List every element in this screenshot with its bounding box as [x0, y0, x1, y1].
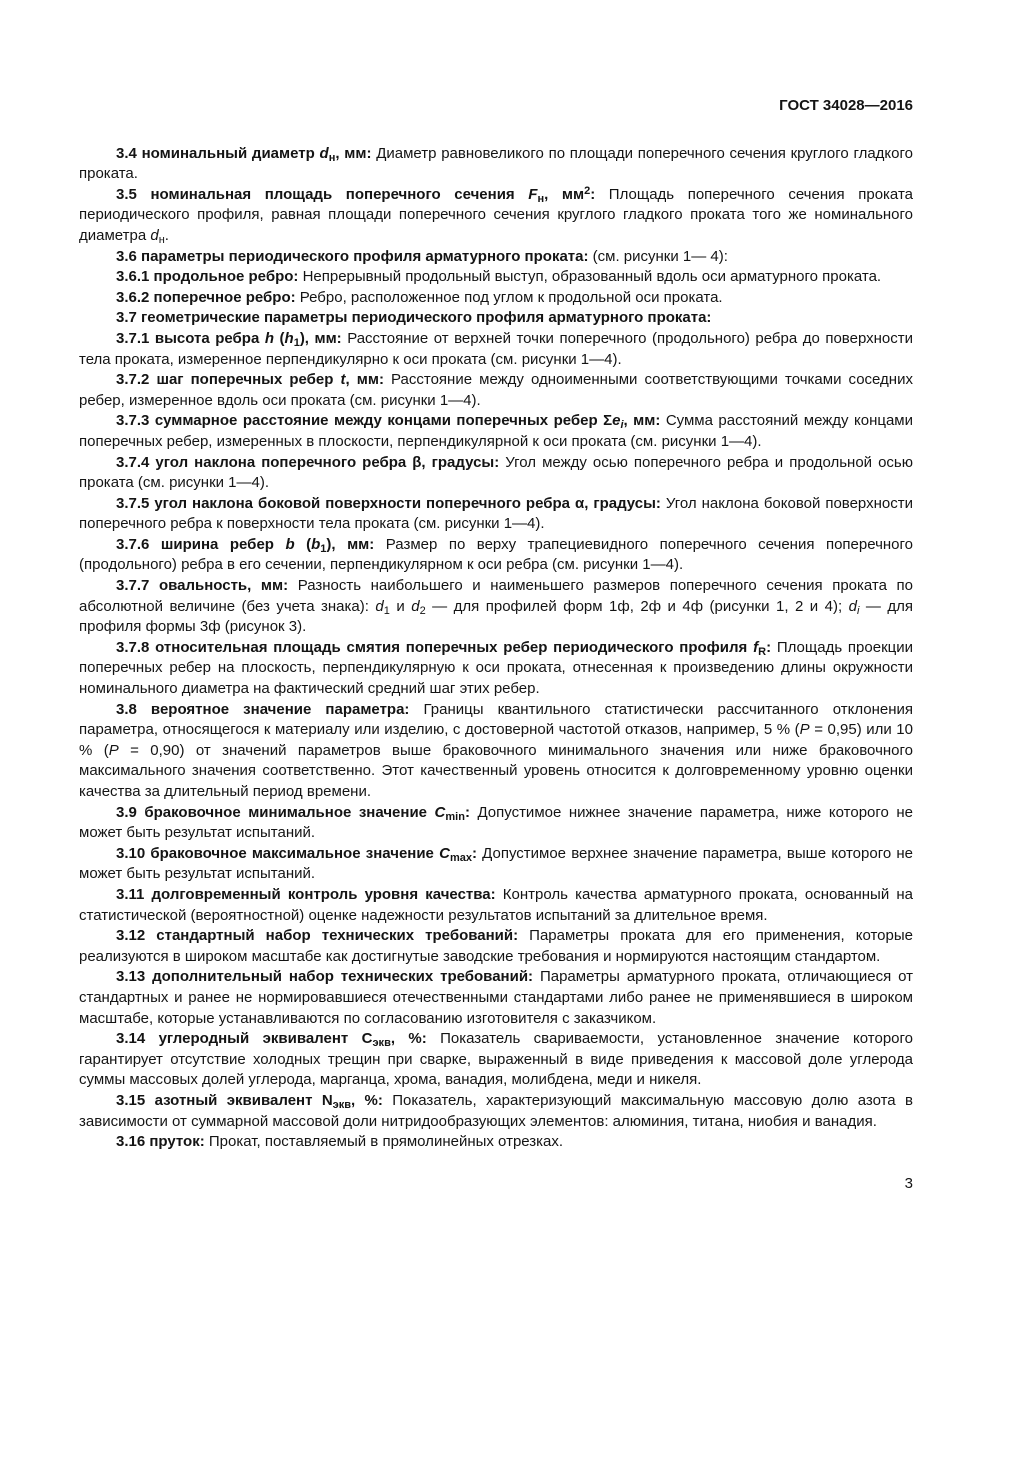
- text-run: 3.4 номинальный диаметр: [116, 144, 320, 162]
- paragraph: [79, 247, 913, 268]
- paragraph: [79, 288, 913, 309]
- document-body: [79, 144, 913, 1153]
- paragraph: [79, 700, 913, 803]
- text-run: Параметры арматурного проката, отличающиеся от стандартных и ранее не нормировавшиеся отечественными стандартами либо ранее не применявшиеся в широком масштабе, которые устанавливаются по согласованию изготовителя с заказчиком.: [79, 968, 913, 1027]
- text-run: Σ: [603, 412, 613, 430]
- paragraph: [79, 370, 913, 411]
- text-run: экв: [372, 1037, 391, 1050]
- text-run: P: [799, 721, 810, 739]
- text-run: .: [164, 226, 169, 244]
- text-run: (см. рисунки 1— 4):: [588, 247, 728, 265]
- text-run: 3.6.1 продольное ребро:: [116, 268, 299, 286]
- text-run: 3.7.2 шаг поперечных ребер: [116, 371, 341, 389]
- paragraph: [79, 535, 913, 576]
- text-run: , мм:: [623, 412, 661, 430]
- text-run: Допустимое нижнее значение параметра, ниже которого не может быть результат испытаний.: [79, 803, 913, 842]
- paragraph: [79, 185, 913, 247]
- paragraph: [79, 803, 913, 844]
- text-run: d: [848, 597, 857, 615]
- text-run: max: [449, 851, 472, 864]
- text-run: и: [389, 597, 412, 615]
- text-run: d: [150, 226, 159, 244]
- text-run: Площадь проекции поперечных ребер на плоскость, перпендикулярную к оси проката, отнесенная к произведению длины окружности номинального диаметра на фактический средний шаг этих ребер.: [79, 638, 913, 698]
- text-run: н: [328, 151, 336, 164]
- text-run: , мм:: [345, 371, 384, 389]
- text-run: Параметры проката для его применения, которые реализуются в широком масштабе как достигнутые заводские требования и нормируются настоящим стандартом.: [79, 927, 913, 965]
- paragraph: [79, 1091, 913, 1132]
- text-run: 3.7 геометрические параметры периодического профиля арматурного проката:: [116, 309, 712, 327]
- text-run: 3.7.6 ширина ребер: [116, 535, 286, 553]
- text-run: Разность наибольшего и наименьшего размеров поперечного сечения проката по абсолютной величине (без учета знака):: [79, 577, 914, 615]
- text-run: :: [471, 844, 477, 862]
- text-run: экв: [332, 1098, 351, 1111]
- text-run: ), мм:: [326, 535, 375, 553]
- text-run: = 0,90) от значений параметров выше браковочного минимального значения или ниже браковочного максимального значения соответственно. Этот качественный уровень относится к долговременному уровню оценки качества за длительный период времени.: [79, 741, 913, 800]
- text-run: i: [620, 419, 624, 432]
- paragraph: [79, 844, 913, 885]
- text-run: Площадь поперечного сечения проката периодического профиля, равная площади поперечного сечения круглого гладкого проката того же номинального диаметра: [79, 185, 913, 244]
- text-run: min: [445, 810, 465, 823]
- text-run: 3.5 номинальная площадь поперечного сечения: [116, 185, 529, 203]
- text-run: h: [284, 329, 294, 347]
- text-run: :: [464, 803, 470, 821]
- text-run: Прокат, поставляемый в прямолинейных отрезках.: [204, 1133, 564, 1151]
- text-run: 1: [293, 336, 300, 349]
- text-run: 3.6 параметры периодического профиля арматурного проката:: [116, 247, 589, 265]
- paragraph: [79, 576, 913, 638]
- paragraph: [79, 494, 913, 535]
- text-run: Показатель, характеризующий максимальную массовую долю азота в зависимости от суммарной массовой доли нитридообразующих элементов: алюминия, титана, ниобия и ванадия.: [79, 1091, 913, 1130]
- paragraph: [79, 329, 913, 370]
- text-run: b: [285, 535, 295, 553]
- text-run: — для профиля формы 3ф (рисунок 3).: [79, 597, 914, 636]
- text-run: F: [528, 185, 538, 203]
- text-run: 3.7.7 овальность, мм:: [116, 577, 289, 595]
- text-run: Угол между осью поперечного ребра и продольной осью проката (см. рисунки 1—4).: [79, 453, 913, 492]
- text-run: 3.9 браковочное минимальное значение: [116, 803, 435, 821]
- text-run: 3.15 азотный эквивалент N: [116, 1091, 333, 1109]
- text-run: 3.7.3 суммарное расстояние между концами поперечных ребер: [116, 412, 604, 430]
- paragraph: [79, 1029, 913, 1091]
- text-run: Сумма расстояний между концами поперечных ребер, измеренных в плоскости, перпендикулярной к оси проката (см. рисунки 1—4).: [79, 412, 913, 450]
- text-run: Границы квантильного статистически рассчитанного отклонения параметра, относящегося к материалу или изделию, с достоверной частотой отказов, например, 5 % (: [79, 700, 914, 739]
- text-run: e: [612, 412, 621, 430]
- text-run: Расстояние от верхней точки поперечного (продольного) ребра до поверхности тела проката, измеренное перпендикулярно к оси проката (см. рисунки 1—4).: [79, 329, 913, 368]
- text-run: f: [753, 638, 759, 656]
- text-run: , мм: [544, 185, 585, 203]
- paragraph: [79, 1132, 913, 1153]
- page-footer: [79, 1174, 913, 1195]
- paragraph: [79, 267, 913, 288]
- text-run: Допустимое верхнее значение параметра, выше которого не может быть результат испытаний.: [79, 844, 913, 883]
- text-run: t: [340, 371, 346, 389]
- text-run: , %:: [390, 1030, 427, 1048]
- text-run: — для профилей форм 1ф, 2ф и 4ф (рисунки 1, 2 и 4);: [425, 597, 849, 615]
- text-run: Контроль качества арматурного проката, основанный на статистической (вероятностной) оценке надежности результатов испытаний за длительное время.: [79, 885, 913, 924]
- text-run: Диаметр равновеликого по площади поперечного сечения круглого гладкого проката.: [79, 144, 913, 183]
- text-run: 3.7.8 относительная площадь смятия поперечных ребер периодического профиля: [116, 638, 754, 656]
- text-run: 1: [320, 542, 327, 555]
- paragraph: [79, 308, 913, 329]
- text-run: 3.8 вероятное значение параметра:: [116, 700, 410, 718]
- text-run: = 0,95) или 10 % (: [79, 721, 913, 759]
- paragraph: [79, 885, 913, 926]
- text-run: h: [264, 329, 274, 347]
- paragraph: [79, 411, 913, 452]
- text-run: 3.12 стандартный набор технических требований:: [116, 927, 519, 945]
- paragraph: [79, 453, 913, 494]
- text-run: 3.10 браковочное максимальное значение: [116, 844, 440, 862]
- text-run: 1: [383, 604, 390, 617]
- paragraph: [79, 967, 913, 1029]
- text-run: C: [439, 844, 450, 862]
- text-run: 2: [584, 184, 591, 197]
- text-run: ), мм:: [299, 329, 342, 347]
- text-run: 3.7.4 угол наклона поперечного ребра β, градусы:: [116, 453, 500, 471]
- text-run: , %:: [351, 1091, 383, 1109]
- text-run: :: [766, 638, 772, 656]
- text-run: :: [590, 185, 596, 203]
- page-number: 3: [904, 1174, 913, 1192]
- text-run: 3.7.5 угол наклона боковой поверхности поперечного ребра α, градусы:: [116, 494, 661, 512]
- text-run: b: [311, 535, 321, 553]
- text-run: 2: [419, 604, 426, 617]
- text-run: C: [434, 803, 446, 821]
- paragraph: [79, 144, 913, 185]
- text-run: d: [375, 597, 384, 615]
- text-run: Размер по верху трапециевидного поперечного сечения поперечного (продольного) ребра в его сечении, перпендикулярном к оси ребра (см. рисунки 1—4).: [79, 535, 914, 574]
- text-run: , мм:: [335, 144, 372, 162]
- paragraph: [79, 926, 913, 967]
- text-run: d: [411, 597, 420, 615]
- text-run: i: [856, 604, 860, 617]
- text-run: 3.14 углеродный эквивалент С: [116, 1030, 373, 1048]
- paragraph: [79, 638, 913, 700]
- text-run: Ребро, расположенное под углом к продольной оси проката.: [295, 288, 723, 306]
- text-run: н: [158, 233, 165, 246]
- text-run: P: [108, 741, 119, 759]
- text-run: Угол наклона боковой поверхности поперечного ребра к поверхности тела проката (см. рисунки 1—4).: [79, 494, 913, 533]
- text-run: Расстояние между одноименными соответствующими точками соседних ребер, измеренное вдоль оси проката (см. рисунки 1—4).: [79, 371, 913, 409]
- standard-number: ГОСТ 34028—2016: [779, 97, 913, 114]
- text-run: 3.16 пруток:: [116, 1133, 205, 1151]
- text-run: Показатель свариваемости, установленное значение которого гарантирует отсутствие холодных трещин при сварке, выраженный в виде приведения к массовой доле углерода суммы массовых долей углерода, марганца, хрома, ванадия, молибдена, меди и никеля.: [79, 1030, 914, 1089]
- text-run: 3.11 долговременный контроль уровня качества:: [116, 885, 496, 903]
- text-run: 3.7.1 высота ребра: [116, 329, 265, 347]
- text-run: 3.13 дополнительный набор технических требований:: [116, 968, 534, 986]
- text-run: н: [537, 192, 545, 205]
- document-header: [79, 96, 913, 117]
- text-run: R: [758, 645, 767, 658]
- text-run: Непрерывный продольный выступ, образованный вдоль оси арматурного проката.: [298, 268, 882, 286]
- text-run: 3.6.2 поперечное ребро:: [116, 288, 296, 306]
- text-run: (: [274, 329, 285, 347]
- text-run: d: [319, 144, 329, 162]
- text-run: (: [294, 535, 312, 553]
